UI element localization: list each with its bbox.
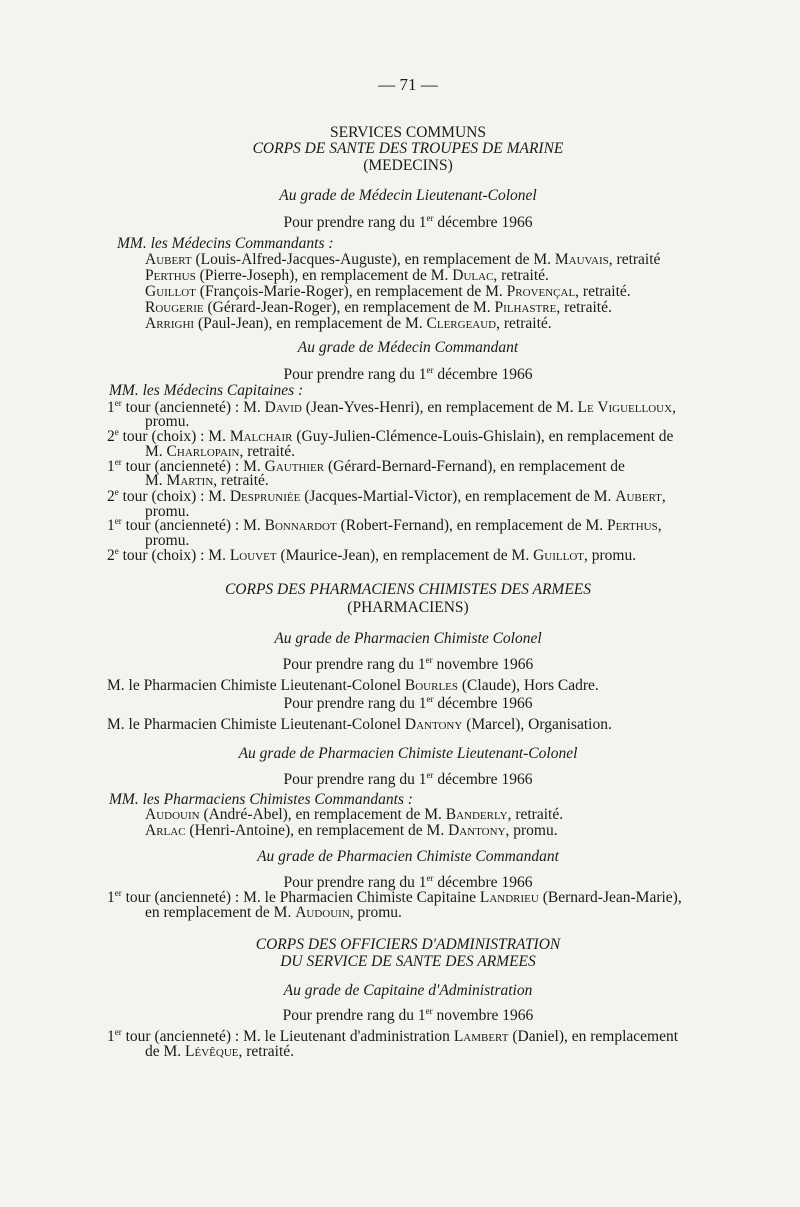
list-item: Arlac (Henri-Antoine), en remplacement de M. Dantony, promu. <box>145 822 558 839</box>
rank-date: Pour prendre rang du 1er décembre 1966 <box>283 364 533 383</box>
list-item: 2e tour (choix) : M. Louvet (Maurice-Jean), en remplacement de M. Guillot, promu. <box>107 545 637 564</box>
corps-title: CORPS DES OFFICIERS D'ADMINISTRATION <box>255 936 561 953</box>
rank-date: Pour prendre rang du 1er décembre 1966 <box>283 769 533 788</box>
list-item: 2e tour (choix) : M. Despruniée (Jacques-Martial-Victor), en remplacement de M. Aubert, <box>107 486 666 505</box>
list-item: M. le Pharmacien Chimiste Lieutenant-Colonel Bourles (Claude), Hors Cadre. <box>107 677 599 694</box>
grade-heading: Au grade de Capitaine d'Administration <box>283 982 533 999</box>
list-item-continuation: promu. <box>145 532 190 549</box>
rank-date: Pour prendre rang du 1er novembre 1966 <box>282 1005 534 1024</box>
rank-date: Pour prendre rang du 1er novembre 1966 <box>282 654 534 673</box>
list-item: Guillot (François-Marie-Roger), en remplacement de M. Provençal, retraité. <box>145 283 631 300</box>
list-item: 1er tour (ancienneté) : M. le Lieutenant d'administration Lambert (Daniel), en remplacement <box>107 1026 679 1045</box>
corps-title: CORPS DES PHARMACIENS CHIMISTES DES ARMEES <box>224 581 592 598</box>
list-item-continuation: de M. Lévêque, retraité. <box>145 1043 295 1060</box>
corps-subtitle: (MEDECINS) <box>363 157 453 174</box>
grade-heading: Au grade de Pharmacien Chimiste Lieutenant-Colonel <box>238 745 578 762</box>
list-title: MM. les Pharmaciens Chimistes Commandants : <box>109 791 413 808</box>
list-item: Aubert (Louis-Alfred-Jacques-Auguste), en remplacement de M. Mauvais, retraité <box>145 251 661 268</box>
rank-date: Pour prendre rang du 1er décembre 1966 <box>283 872 533 891</box>
page-number: — 71 — <box>378 75 438 94</box>
grade-heading: Au grade de Médecin Lieutenant-Colonel <box>279 187 537 204</box>
list-item-continuation: en remplacement de M. Audouin, promu. <box>145 904 402 921</box>
list-item-continuation: M. Charlopain, retraité. <box>145 443 295 460</box>
list-title: MM. les Médecins Commandants : <box>117 235 334 252</box>
list-item: Audouin (André-Abel), en remplacement de M. Banderly, retraité. <box>145 806 564 823</box>
rank-date: Pour prendre rang du 1er décembre 1966 <box>283 693 533 712</box>
list-item: Rougerie (Gérard-Jean-Roger), en remplacement de M. Pilhastre, retraité. <box>145 299 612 316</box>
list-item-continuation: promu. <box>145 413 190 430</box>
list-item: Perthus (Pierre-Joseph), en remplacement de M. Dulac, retraité. <box>145 267 549 284</box>
corps-title: CORPS DE SANTE DES TROUPES DE MARINE <box>252 140 564 157</box>
list-item: 2e tour (choix) : M. Malchair (Guy-Julien-Clémence-Louis-Ghislain), en remplacement de <box>107 426 674 445</box>
list-item: 1er tour (ancienneté) : M. David (Jean-Yves-Henri), en remplacement de M. Le Viguelloux, <box>107 397 676 416</box>
list-item-continuation: M. Martin, retraité. <box>145 472 269 489</box>
rank-date: Pour prendre rang du 1er décembre 1966 <box>283 212 533 231</box>
list-item: 1er tour (ancienneté) : M. Bonnardot (Robert-Fernand), en remplacement de M. Perthus, <box>107 515 662 534</box>
grade-heading: Au grade de Pharmacien Chimiste Colonel <box>274 630 542 647</box>
list-item: Arrighi (Paul-Jean), en remplacement de M. Clergeaud, retraité. <box>145 315 552 332</box>
list-item-continuation: promu. <box>145 503 190 520</box>
corps-subtitle: (PHARMACIENS) <box>347 599 469 616</box>
section-heading: SERVICES COMMUNS <box>330 124 486 141</box>
list-item: 1er tour (ancienneté) : M. Gauthier (Gérard-Bernard-Fernand), en remplacement de <box>107 456 625 475</box>
grade-heading: Au grade de Pharmacien Chimiste Commandant <box>257 848 559 865</box>
list-item: M. le Pharmacien Chimiste Lieutenant-Colonel Dantony (Marcel), Organisation. <box>107 716 612 733</box>
corps-title-line2: DU SERVICE DE SANTE DES ARMEES <box>280 953 536 970</box>
list-item: 1er tour (ancienneté) : M. le Pharmacien Chimiste Capitaine Landrieu (Bernard-Jean-Marie), <box>107 887 682 906</box>
grade-heading: Au grade de Médecin Commandant <box>297 339 519 356</box>
list-title: MM. les Médecins Capitaines : <box>109 382 304 399</box>
